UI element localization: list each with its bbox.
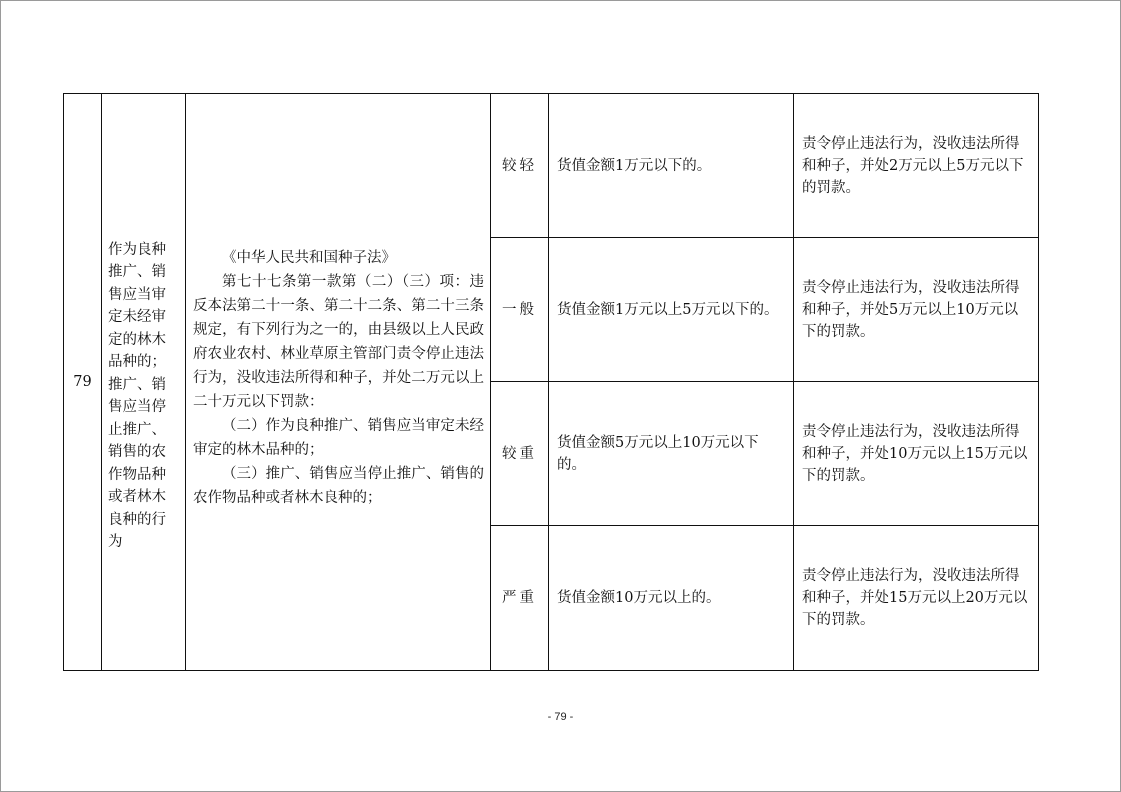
penalty-standard: 责令停止违法行为，没收违法所得和种子，并处10万元以上15万元以下的罚款。 bbox=[794, 382, 1039, 526]
severity-level: 较轻 bbox=[491, 94, 549, 238]
penalty-standard: 责令停止违法行为，没收违法所得和种子，并处5万元以上10万元以下的罚款。 bbox=[794, 238, 1039, 382]
page-number: - 79 - bbox=[547, 711, 574, 723]
circumstance-condition: 货值金额5万元以上10万元以下的。 bbox=[549, 382, 794, 526]
item-number: 79 bbox=[64, 94, 102, 671]
violation-description-cell bbox=[102, 94, 186, 671]
legal-basis bbox=[193, 246, 484, 510]
severity-level: 一般 bbox=[491, 238, 549, 382]
penalty-table bbox=[63, 93, 1039, 671]
circumstance-condition: 货值金额1万元以上5万元以下的。 bbox=[549, 238, 794, 382]
law-item-2: （二）作为良种推广、销售应当审定未经审定的林木品种的； bbox=[193, 418, 484, 458]
legal-basis-cell bbox=[186, 94, 491, 671]
circumstance-condition: 货值金额1万元以下的。 bbox=[549, 94, 794, 238]
penalty-standard: 责令停止违法行为，没收违法所得和种子，并处2万元以上5万元以下的罚款。 bbox=[794, 94, 1039, 238]
circumstance-condition: 货值金额10万元以上的。 bbox=[549, 526, 794, 671]
severity-level: 较重 bbox=[491, 382, 549, 526]
law-item-3: （三）推广、销售应当停止推广、销售的农作物品种或者林木良种的； bbox=[193, 466, 484, 506]
law-article: 第七十七条第一款第（二）（三）项：违反本法第二十一条、第二十二条、第二十三条规定，有下列行为之一的，由县级以上人民政府农业农村、林业草原主管部门责令停止违法行为，没收违法所得和种子，并处二万元以上二十万元以下罚款： bbox=[193, 274, 484, 410]
severity-level: 严重 bbox=[491, 526, 549, 671]
violation-description: 作为良种推广、销售应当审定未经审定的林木品种的；推广、销售应当停止推广、销售的农作物品种或者林木良种的行为 bbox=[108, 241, 166, 550]
table-row bbox=[64, 94, 1039, 238]
law-name: 《中华人民共和国种子法》 bbox=[222, 250, 396, 266]
penalty-standard: 责令停止违法行为，没收违法所得和种子，并处15万元以上20万元以下的罚款。 bbox=[794, 526, 1039, 671]
